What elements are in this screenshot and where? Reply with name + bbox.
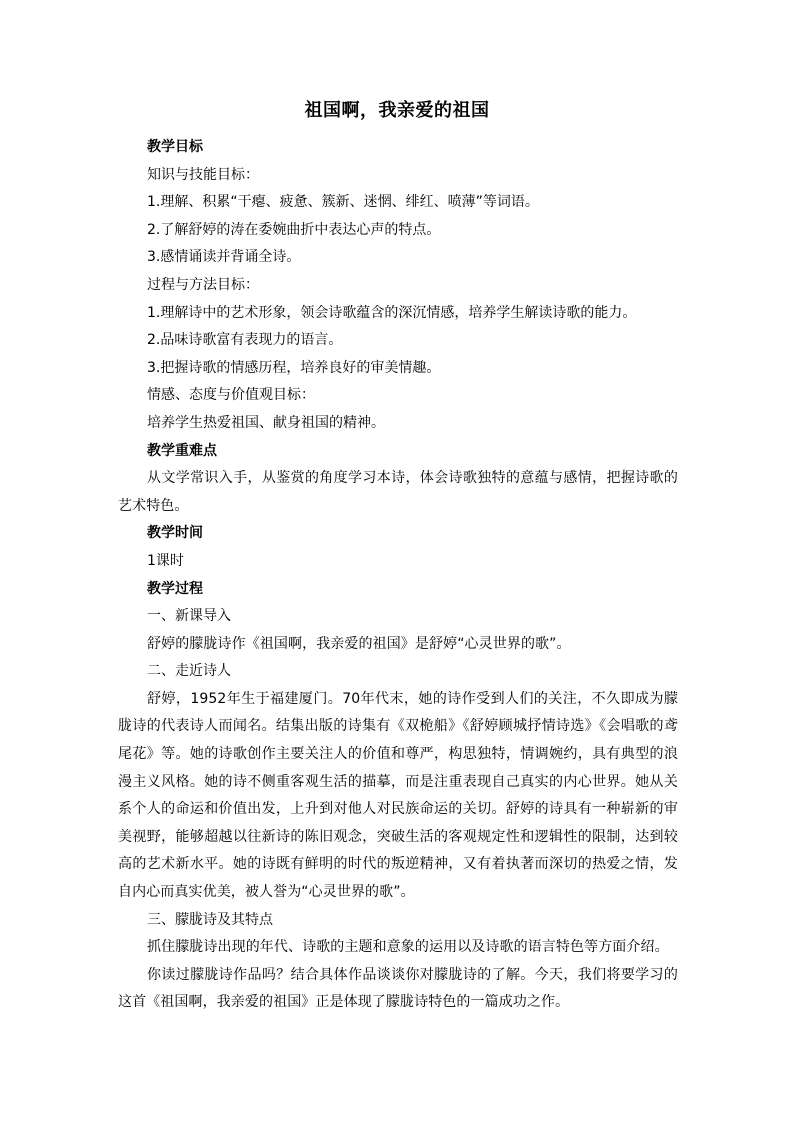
list-item: 3.把握诗歌的情感历程，培养良好的审美情趣。 xyxy=(147,359,441,376)
document-title: 祖国啊，我亲爱的祖国 xyxy=(304,100,490,121)
paragraph-difficulty: 从文学常识入手，从鉴赏的角度学习本诗，体会诗歌独特的意蕴与感情，把握诗歌的艺术特色。 xyxy=(118,470,678,514)
list-item: 1.理解、积累“干瘪、疲惫、簇新、迷惘、绯红、喷薄”等词语。 xyxy=(147,194,539,211)
section-heading-difficulty: 教学重难点 xyxy=(147,442,217,459)
section-heading-time: 教学时间 xyxy=(147,525,203,542)
subheading-knowledge: 知识与技能目标： xyxy=(147,166,259,183)
paragraph-misty-1: 抓住朦胧诗出现的年代、诗歌的主题和意象的运用以及诗歌的语言特色等方面介绍。 xyxy=(147,939,669,956)
subheading-process-method: 过程与方法目标： xyxy=(147,276,259,293)
paragraph-intro: 舒婷的朦胧诗作《祖国啊，我亲爱的祖国》是舒婷“心灵世界的歌”。 xyxy=(147,635,571,652)
subheading-poet: 二、走近诗人 xyxy=(147,663,231,680)
time-value: 1课时 xyxy=(147,552,184,569)
paragraph-poet: 舒婷，1952年生于福建厦门。70年代末，她的诗作受到人们的关注，不久即成为朦胧诗的代表诗人而闻名。结集出版的诗集有《双桅船》《舒婷顾城抒情诗选》《会唱歌的鸢尾花》等。她的诗歌创作主要关注人的价值和尊严，构思独特，情调婉约，具有典型的浪漫主义风格。她的诗不侧重客观生活的描摹，而是注重表现自己真实的内心世界。她从关系个人的命运和价值出发，上升到对他人对民族命运的关切。舒婷的诗具有一种崭新的审美视野，能够超越以往新诗的陈旧观念，突破生活的客观规定性和逻辑性的限制，达到较高的艺术新水平。她的诗既有鲜明的时代的叛逆精神，又有着执著而深切的热爱之情，发自内心而真实优美，被人誉为“心灵世界的歌”。 xyxy=(118,690,678,901)
list-item: 3.感情诵读并背诵全诗。 xyxy=(147,249,301,266)
list-item: 2.品味诗歌富有表现力的语言。 xyxy=(147,332,343,349)
list-item: 2.了解舒婷的涛在委婉曲折中表达心声的特点。 xyxy=(147,221,441,238)
subheading-misty-poetry: 三、朦胧诗及其特点 xyxy=(147,911,273,928)
document-body xyxy=(118,134,678,1017)
section-heading-objectives: 教学目标 xyxy=(147,139,203,155)
subheading-intro: 一、新课导入 xyxy=(147,608,231,625)
list-item: 1.理解诗中的艺术形象，领会诗歌蕴含的深沉情感，培养学生解读诗歌的能力。 xyxy=(147,304,637,321)
subheading-emotion: 情感、态度与价值观目标： xyxy=(147,387,315,404)
paragraph-misty-2: 你读过朦胧诗作品吗？结合具体作品谈谈你对朦胧诗的了解。今天，我们将要学习的这首《祖国啊，我亲爱的祖国》正是体现了朦胧诗特色的一篇成功之作。 xyxy=(118,966,678,1011)
section-heading-process: 教学过程 xyxy=(147,580,203,597)
list-item: 培养学生热爱祖国、献身祖国的精神。 xyxy=(147,414,385,431)
